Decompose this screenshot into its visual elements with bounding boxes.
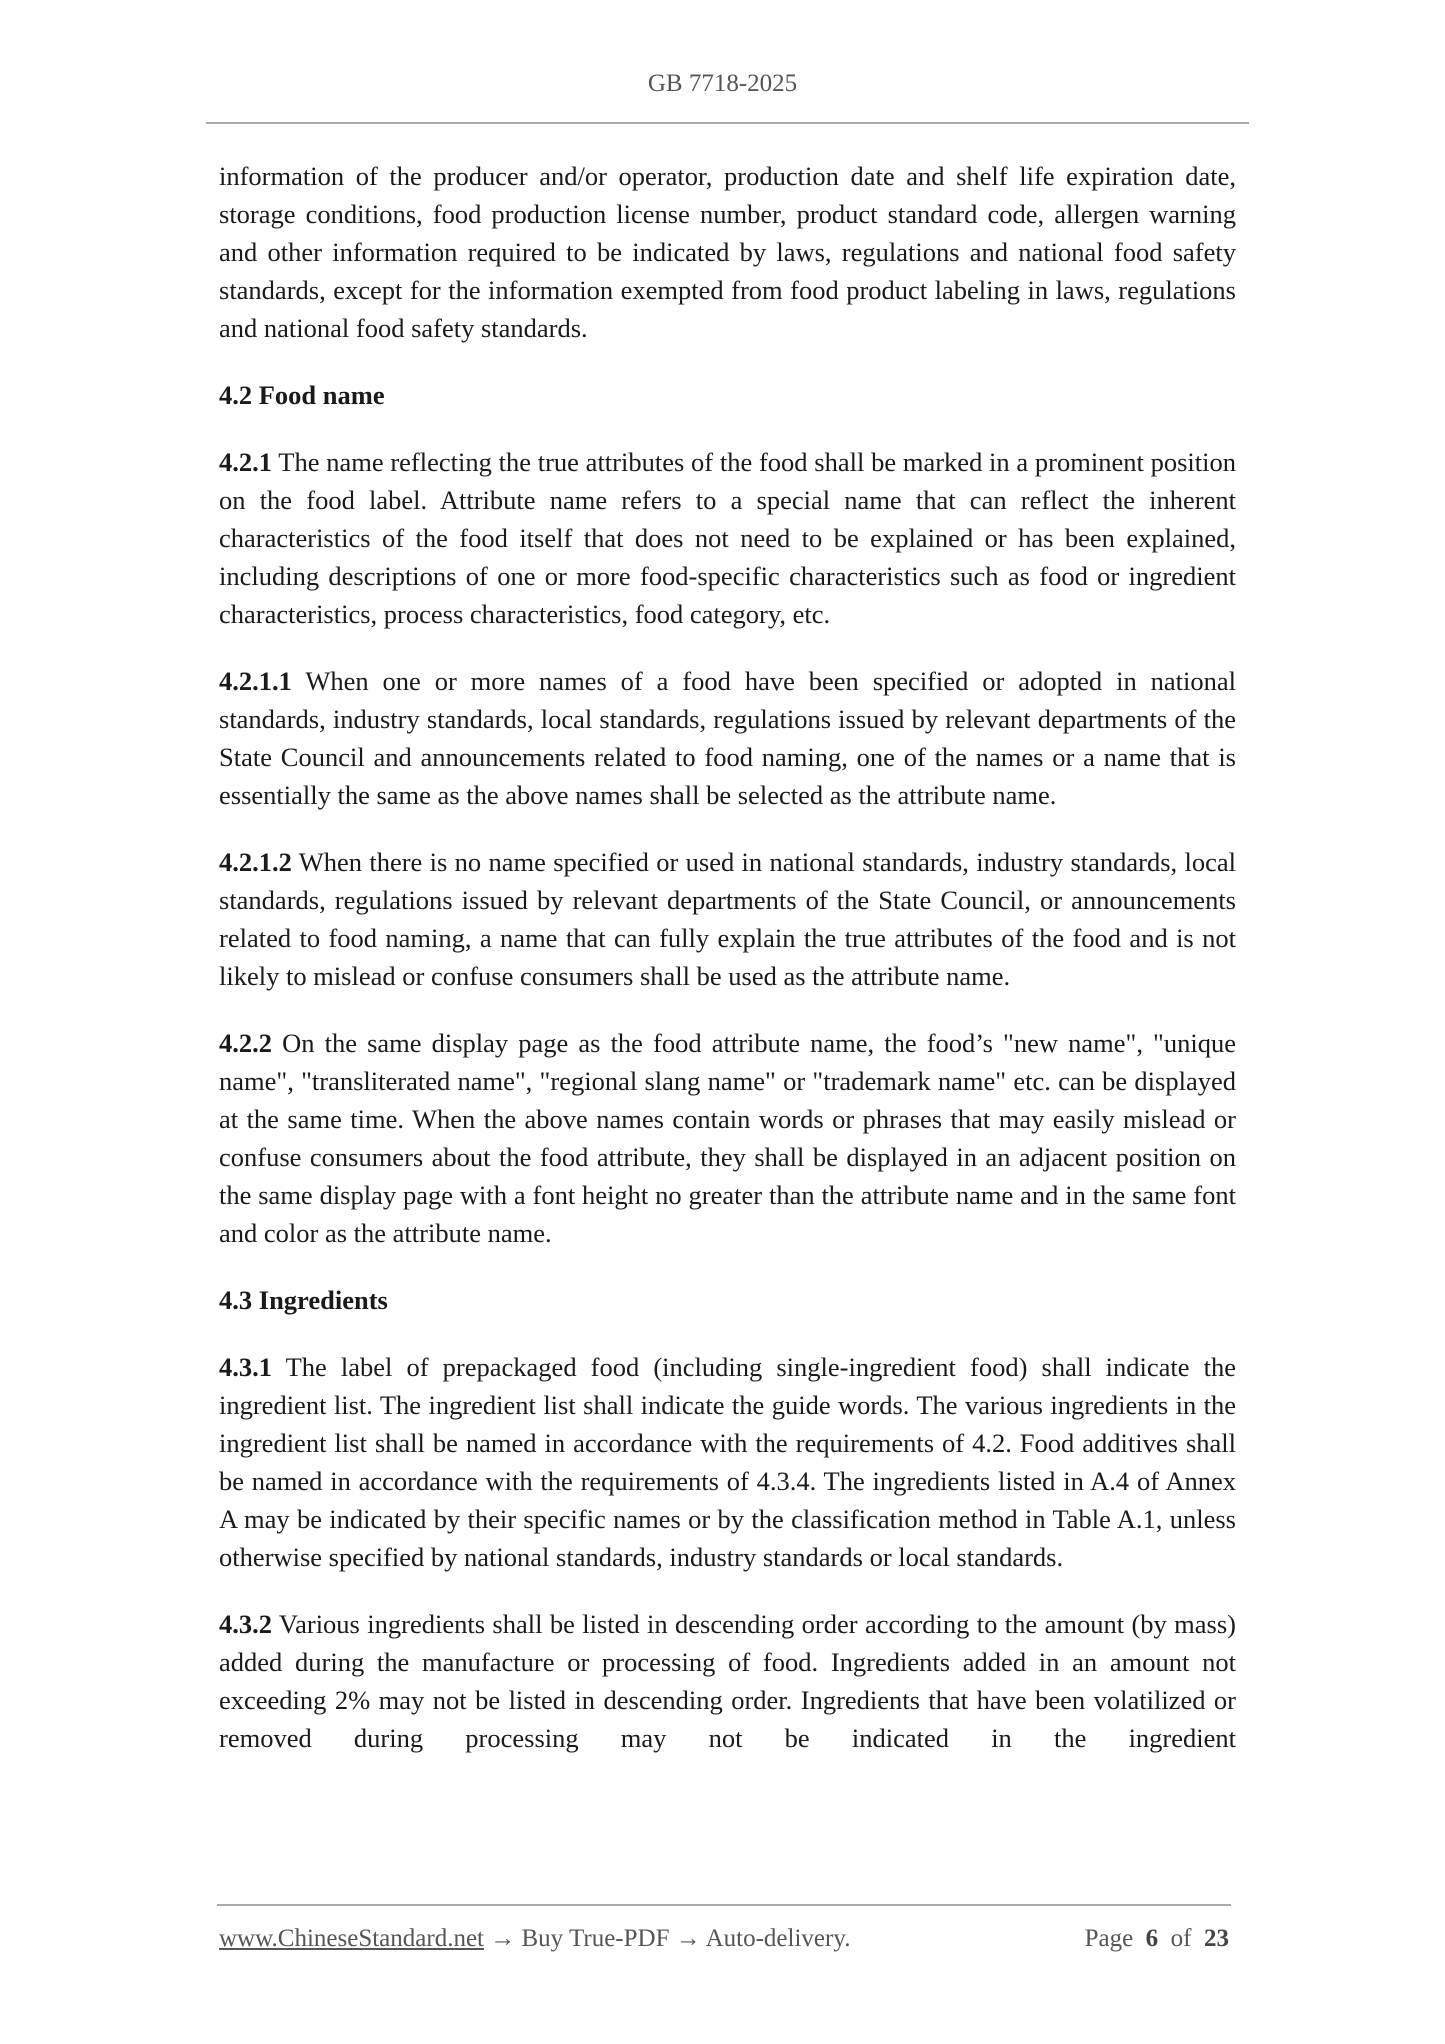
clause-4-3-1 bbox=[219, 1348, 1236, 1576]
document-body bbox=[219, 157, 1236, 1786]
clause-number: 4.2.1.2 bbox=[219, 847, 292, 877]
clause-number: 4.3.2 bbox=[219, 1609, 272, 1639]
clause-4-2-1-1 bbox=[219, 662, 1236, 814]
section-heading-4-3: 4.3 Ingredients bbox=[219, 1285, 388, 1315]
clause-4-2-2 bbox=[219, 1024, 1236, 1252]
clause-text: When one or more names of a food have been specified or adopted in national standards, industry standards, local standards, regulations issued by relevant departments of the State Council and announcements related to food naming, one of the names or a name that is essentially the same as the above names shall be selected as the attribute name. bbox=[219, 666, 1236, 810]
footer-divider bbox=[217, 1904, 1231, 1906]
page-total: 23 bbox=[1204, 1925, 1229, 1952]
clause-4-2-1 bbox=[219, 443, 1236, 633]
clause-number: 4.2.2 bbox=[219, 1028, 272, 1058]
clause-4-2-1-2 bbox=[219, 843, 1236, 995]
clause-text: On the same display page as the food attribute name, the food’s "new name", "unique name", "transliterated name", "regional slang name" or "trademark name" etc. can be displayed at the same time. When the above names contain words or phrases that may easily mislead or confuse consumers about the food attribute, they shall be displayed in an adjacent position on the same display page with a font height no greater than the attribute name and in the same font and color as the attribute name. bbox=[219, 1028, 1236, 1248]
paragraph-continuation: information of the producer and/or operator, production date and shelf life expiration date, storage conditions, food production license number, product standard code, allergen warning and other information required to be indicated by laws, regulations and national food safety standards, except for the information exempted from food product labeling in laws, regulations and national food safety standards. bbox=[219, 161, 1236, 343]
section-heading-4-2: 4.2 Food name bbox=[219, 380, 385, 410]
page-indicator bbox=[1085, 1925, 1229, 1953]
footer-tagline: → Buy True-PDF → Auto-delivery. bbox=[484, 1925, 851, 1952]
of-label: of bbox=[1170, 1925, 1192, 1952]
footer-promo bbox=[219, 1925, 850, 1953]
page-number: 6 bbox=[1145, 1925, 1159, 1952]
clause-number: 4.2.1 bbox=[219, 447, 272, 477]
page-footer bbox=[219, 1925, 1229, 1953]
clause-text: The name reflecting the true attributes of the food shall be marked in a prominent position on the food label. Attribute name refers to a special name that can reflect the inherent characteristics of the food itself that does not need to be explained or has been explained, including descriptions of one or more food-specific characteristics such as food or ingredient characteristics, process characteristics, food category, etc. bbox=[219, 447, 1236, 629]
clause-text: Various ingredients shall be listed in descending order according to the amount (by mass) added during the manufacture or processing of food. Ingredients added in an amount not exceeding 2% may not be listed in descending order. Ingredients that have been volatilized or removed during processing may not be indicated in the ingredient bbox=[219, 1609, 1236, 1753]
clause-4-3-2 bbox=[219, 1605, 1236, 1757]
website-link[interactable]: www.ChineseStandard.net bbox=[219, 1925, 484, 1952]
clause-text: The label of prepackaged food (including single-ingredient food) shall indicate the ingredient list. The ingredient list shall indicate the guide words. The various ingredients in the ingredient list shall be named in accordance with the requirements of 4.2. Food additives shall be named in accordance with the requirements of 4.3.4. The ingredients listed in A.4 of Annex A may be indicated by their specific names or by the classification method in Table A.1, unless otherwise specified by national standards, industry standards or local standards. bbox=[219, 1352, 1236, 1572]
clause-text: When there is no name specified or used in national standards, industry standards, local standards, regulations issued by relevant departments of the State Council, or announcements related to food naming, a name that can fully explain the true attributes of the food and is not likely to mislead or confuse consumers shall be used as the attribute name. bbox=[219, 847, 1236, 991]
document-header: GB 7718-2025 bbox=[647, 70, 798, 97]
header-divider bbox=[206, 122, 1249, 124]
clause-number: 4.3.1 bbox=[219, 1352, 272, 1382]
page-label: Page bbox=[1084, 1925, 1134, 1952]
clause-number: 4.2.1.1 bbox=[219, 666, 292, 696]
